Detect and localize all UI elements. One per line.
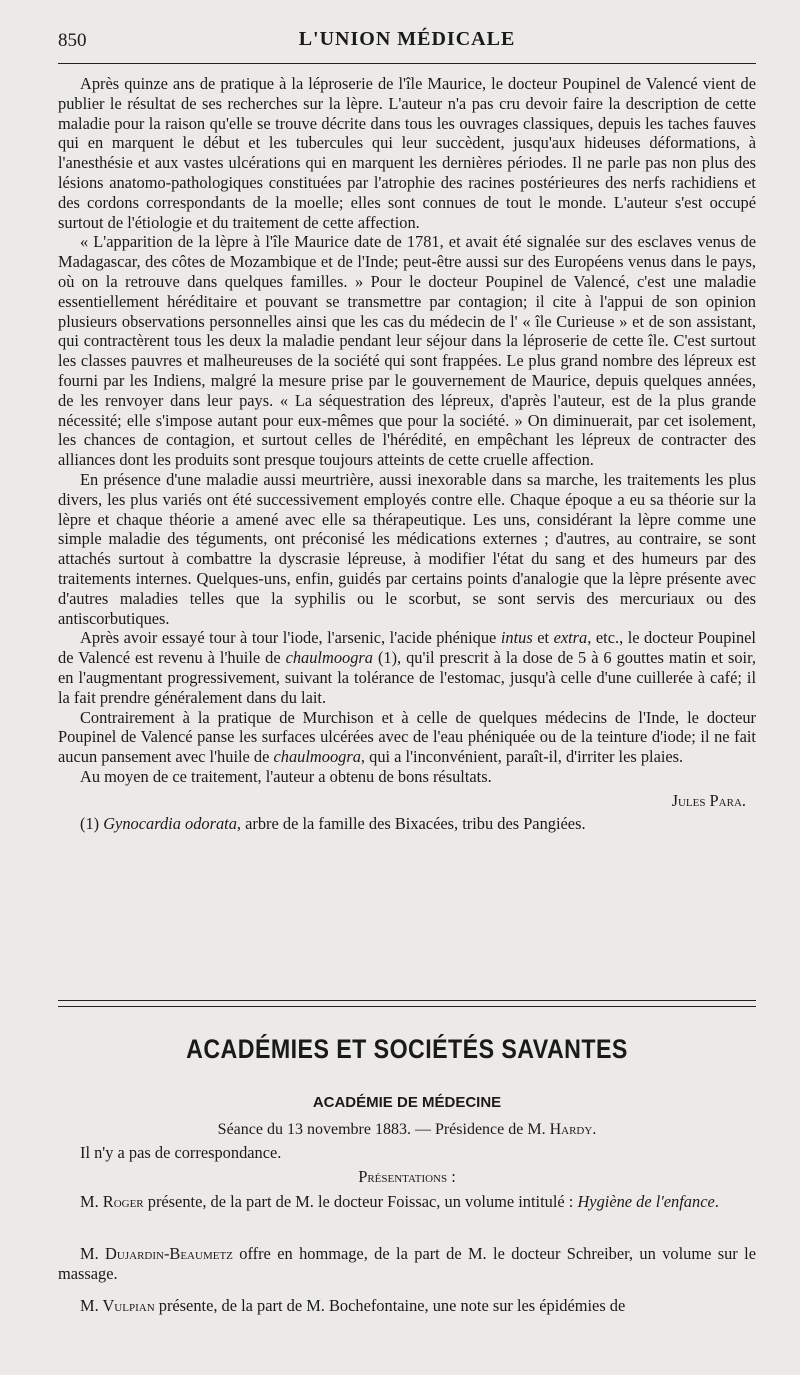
running-title: L'UNION MÉDICALE — [298, 28, 516, 50]
item-1-text: présente, de la part de M. le docteur Foissac, un volume intitulé : — [143, 1192, 578, 1211]
paragraph-4-text-a: Après avoir essayé tour à tour l'iode, l'arsenic, l'acide phénique — [80, 628, 501, 648]
president-name: Hardy — [549, 1121, 593, 1138]
item-3-text: présente, de la part de M. Bochefontaine, une note sur les épidémies de — [154, 1296, 626, 1315]
session-text: Séance du 13 novembre 1883. — Présidence de M. — [217, 1121, 550, 1138]
paragraph-1: Après quinze ans de pratique à la léproserie de l'île Maurice, le docteur Poupinel de Valencé vient de publier le résultat de ses recherches sur la lèpre. L'auteur n'a pas cru devoir faire la description de cette maladie pour la raison qu'elle se trouve décrite dans tous les ouvrages classiques, depuis les taches fauves qui en marquent le début et les tubercules qui leur succèdent, jusqu'aux hideuses déformations, à l'anesthésie et aux vastes ulcérations qui en marquent les dernières périodes. Il ne parle pas non plus des lésions anatomo-pathologiques constituées par l'atrophie des racines postérieures des nerfs rachidiens et des cordons correspondants de la moelle; elles sont connues de tout le monde. L'auteur s'est occupé surtout de l'étiologie et du traitement de cette affection. — [58, 74, 756, 232]
presentation-item-2 — [58, 1244, 756, 1284]
item-1-title: Hygiène de l'enfance — [577, 1192, 715, 1211]
footnote — [58, 814, 756, 834]
paragraph-5-text-b: , qui a l'inconvénient, paraît-il, d'irriter les plaies. — [360, 747, 684, 767]
item-1-end: . — [714, 1192, 719, 1211]
paragraph-6: Au moyen de ce traitement, l'auteur a obtenu de bons résultats. — [80, 766, 492, 786]
no-correspondence: Il n'y a pas de correspondance. — [80, 1143, 282, 1162]
term-extra: extra — [553, 628, 588, 648]
paragraph-5-text-a: Contrairement à la pratique de Murchison et à celle de quelques médecins de l'Inde, le docteur Poupinel de Valencé panse les surfaces ulcérées avec de l'eau phéniquée ou de la teinture d'iode; il ne fait aucun pansement avec l'huile de — [58, 707, 756, 767]
presentations-heading: Présentations : — [358, 1167, 456, 1186]
paragraph-4-text-c: , etc., le docteur Poupinel de Valencé est revenu à l'huile de — [58, 628, 756, 668]
presentation-item-1 — [58, 1192, 756, 1212]
presenter-dujardin-beaumetz: M. Dujardin-Beaumetz — [80, 1244, 233, 1263]
footnote-text: , arbre de la famille des Bixacées, tribu des Pangiées. — [236, 814, 586, 834]
paragraph-4-text-b: et — [532, 628, 554, 648]
author-signature: Jules Para. — [671, 790, 746, 810]
term-chaulmoogra: chaulmoogra — [285, 648, 373, 668]
page-number: 850 — [58, 30, 87, 51]
term-intus: intus — [500, 628, 533, 648]
paragraph-4 — [58, 628, 756, 707]
section-title: ACADÉMIES ET SOCIÉTÉS SAVANTES — [186, 1034, 628, 1064]
paragraph-2: « L'apparition de la lèpre à l'île Maurice date de 1781, et avait été signalée sur des esclaves venus de Madagascar, des côtes de Mozambique et de l'Inde; peut-être aussi sur des Européens venus dans le pays, où on la retrouve dans quelques familles. » Pour le docteur Poupinel de Valencé, c'est une maladie essentiellement héréditaire et pouvant se transmettre par contagion; il cite à l'appui de son opinion plusieurs observations personnelles ainsi que les cas du médecin de l' « île Curieuse » et de son assistant, qui contractèrent tous les deux la maladie pendant leur séjour dans la léproserie de cette île. C'est surtout les classes pauvres et malheureuses de la société qui sont frappées. Le plus grand nombre des lépreux est fourni par les Indiens, malgré la mesure prise par le gouvernement de Maurice, depuis quelques années, de les renvoyer dans leur pays. « La séquestration des lépreux, d'après l'auteur, est de la plus grande nécessité; elle s'impose autant pour eux-mêmes que pour la société. » On diminuerait, par cet isolement, les chances de contagion, et surtout celles de l'hérédité, en empêchant les lépreux de contracter des alliances dont les produits sont presque toujours atteints de cette cruelle affection. — [58, 232, 756, 470]
paragraph-5 — [58, 708, 756, 767]
section-divider — [58, 1000, 756, 1007]
session-line — [58, 1121, 756, 1139]
session-end: . — [592, 1121, 597, 1138]
presenter-vulpian: M. Vulpian — [80, 1296, 155, 1315]
item-2-text: offre en hommage, de la part de M. le docteur Schreiber, un volume sur le massage. — [58, 1244, 756, 1283]
page-header — [58, 0, 756, 62]
presenter-roger: M. Roger — [80, 1192, 144, 1211]
footnote-marker: (1) — [80, 814, 104, 834]
article-body — [58, 74, 756, 834]
presentation-item-3 — [58, 1296, 756, 1316]
academy-title: ACADÉMIE DE MÉDECINE — [312, 1094, 502, 1111]
term-chaulmoogra-2: chaulmoogra — [273, 747, 361, 767]
paragraph-3: En présence d'une maladie aussi meurtrière, aussi inexorable dans sa marche, les traitements les plus divers, les plus variés ont été successivement employés contre elle. Chaque époque a eu sa théorie sur la lèpre et chaque théorie a amené avec elle sa thérapeutique. Les uns, considérant la lèpre comme une simple maladie des téguments, ont préconisé les médications externes ; d'autres, au contraire, se sont attachés surtout à combattre la dyscrasie lépreuse, à modifier l'état du sang et des humeurs par des traitements internes. Quelques-uns, enfin, guidés par certains points d'analogie que la lèpre présente avec d'autres maladies telles que la syphilis ou le scorbut, se sont servis des mercuriaux ou des antiscorbutiques. — [58, 469, 756, 628]
header-rule — [58, 63, 756, 64]
footnote-species: Gynocardia odorata — [103, 814, 237, 834]
paragraph-4-text-d: (1), qu'il prescrit à la dose de 5 à 6 gouttes matin et soir, en l'augmentant progressivement, suivant la tolérance de l'estomac, jusqu'à celle d'une cuillerée à café; il la fait prendre généralement dans du lait. — [58, 648, 756, 707]
